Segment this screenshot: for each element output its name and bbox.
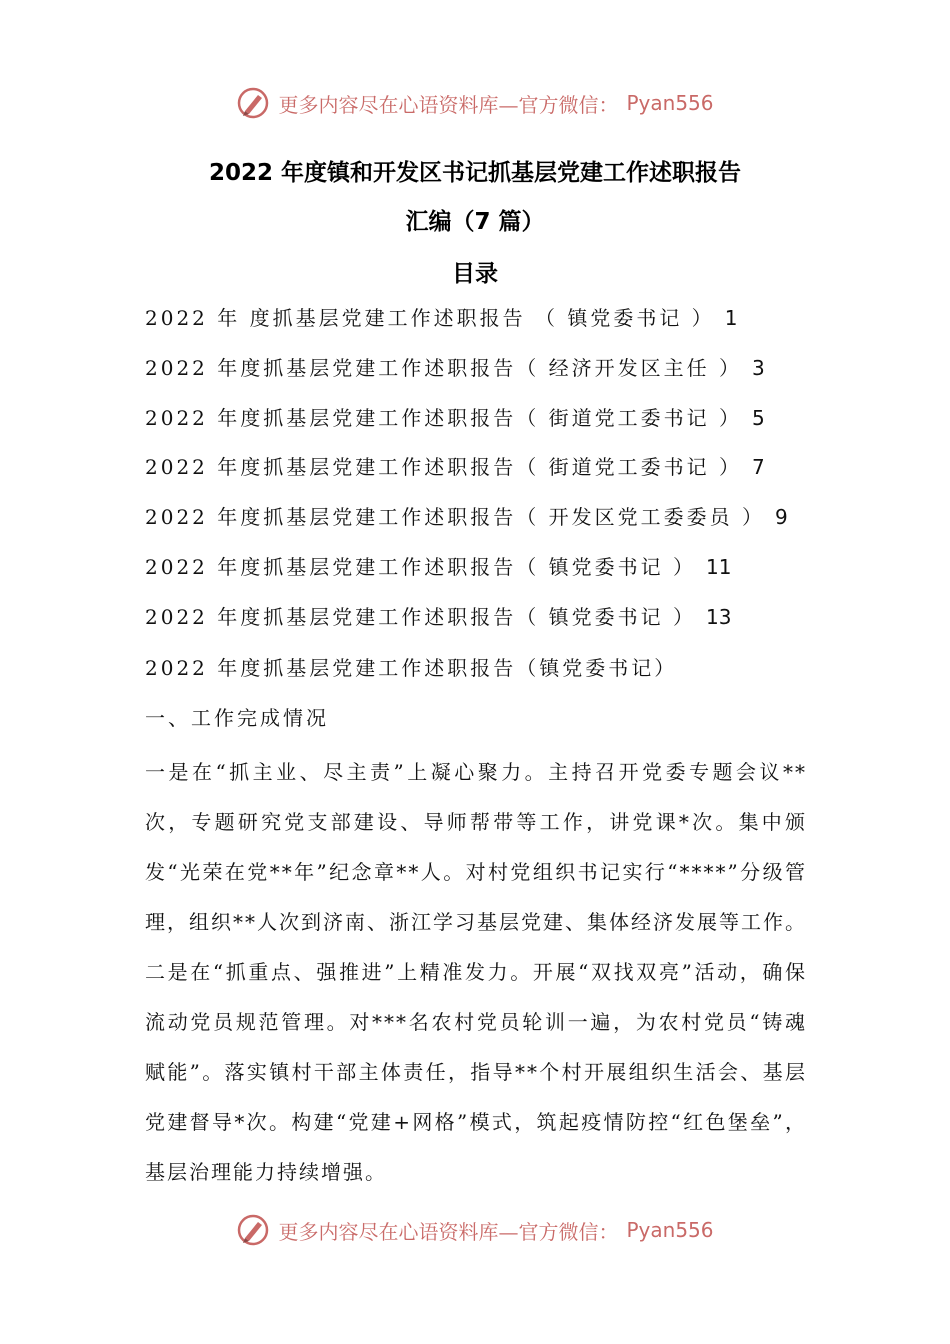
- report-heading: 2022 年度抓基层党建工作述职报告（镇党委书记）: [145, 656, 678, 680]
- watermark-bottom: [0, 1213, 950, 1247]
- toc-entry[interactable]: [145, 449, 825, 499]
- toc-entry-label: 2022 年 度抓基层党建工作述职报告 （ 镇党委书记 ）: [145, 306, 715, 330]
- watermark-text: 更多内容尽在心语资料库—官方微信：: [278, 1219, 619, 1244]
- document-title-line1: 2022 年度镇和开发区书记抓基层党建工作述职报告: [208, 160, 742, 186]
- document-title-line2: 汇编（7 篇）: [405, 209, 545, 235]
- toc-entry-label: 2022 年度抓基层党建工作述职报告（ 街道党工委书记 ）: [145, 405, 742, 430]
- toc-entry[interactable]: [145, 350, 825, 400]
- report-body: [145, 747, 807, 1197]
- toc-heading: 目录: [452, 261, 498, 287]
- body-paragraph: 二是在“抓重点、强推进”上精准发力。开展“双找双亮”活动，确保流动党员规范管理。对***名农村党员轮训一遍，为农村党员“铸魂赋能”。落实镇村干部主体责任，指导**个村开展组织生活会、基层党建督导*次。构建“党建+网格”模式，筑起疫情防控“红色堡垒”，基层治理能力持续增强。: [145, 960, 807, 1184]
- toc-entry-page: 3: [751, 355, 765, 380]
- section-heading: 一、工作完成情况: [145, 706, 329, 730]
- toc-entry[interactable]: [145, 549, 825, 599]
- watermark-id: Pyan556: [626, 1218, 714, 1242]
- toc-entry-page: 13: [705, 604, 732, 629]
- watermark-top: [0, 86, 950, 120]
- watermark-id: Pyan556: [626, 91, 714, 115]
- toc-entry-label: 2022 年度抓基层党建工作述职报告（ 开发区党工委委员 ）: [145, 505, 765, 530]
- toc-entry-label: 2022 年度抓基层党建工作述职报告（ 镇党委书记 ）: [145, 604, 696, 629]
- toc-entry[interactable]: [145, 599, 825, 649]
- pen-logo-icon: [236, 86, 270, 120]
- toc-entry-page: 5: [751, 405, 765, 430]
- table-of-contents: [145, 300, 825, 649]
- toc-entry-label: 2022 年度抓基层党建工作述职报告（ 街道党工委书记 ）: [145, 455, 742, 480]
- toc-entry-page: 7: [751, 455, 765, 480]
- pen-logo-icon: [236, 1213, 270, 1247]
- toc-entry-page: 11: [705, 554, 732, 579]
- toc-entry-page: 1: [724, 306, 738, 330]
- watermark-text: 更多内容尽在心语资料库—官方微信：: [278, 92, 619, 117]
- toc-entry[interactable]: [145, 300, 825, 350]
- body-paragraph: 一是在“抓主业、尽主责”上凝心聚力。主持召开党委专题会议**次，专题研究党支部建设、导师帮带等工作，讲党课*次。集中颁发“光荣在党**年”纪念章**人。对村党组织书记实行“****”分级管理，组织**人次到济南、浙江学习基层党建、集体经济发展等工作。: [145, 760, 807, 934]
- toc-entry-label: 2022 年度抓基层党建工作述职报告（ 镇党委书记 ）: [145, 554, 696, 579]
- toc-entry[interactable]: [145, 400, 825, 450]
- toc-entry[interactable]: [145, 499, 825, 549]
- toc-entry-page: 9: [774, 505, 788, 530]
- toc-entry-label: 2022 年度抓基层党建工作述职报告（ 经济开发区主任 ）: [145, 355, 742, 380]
